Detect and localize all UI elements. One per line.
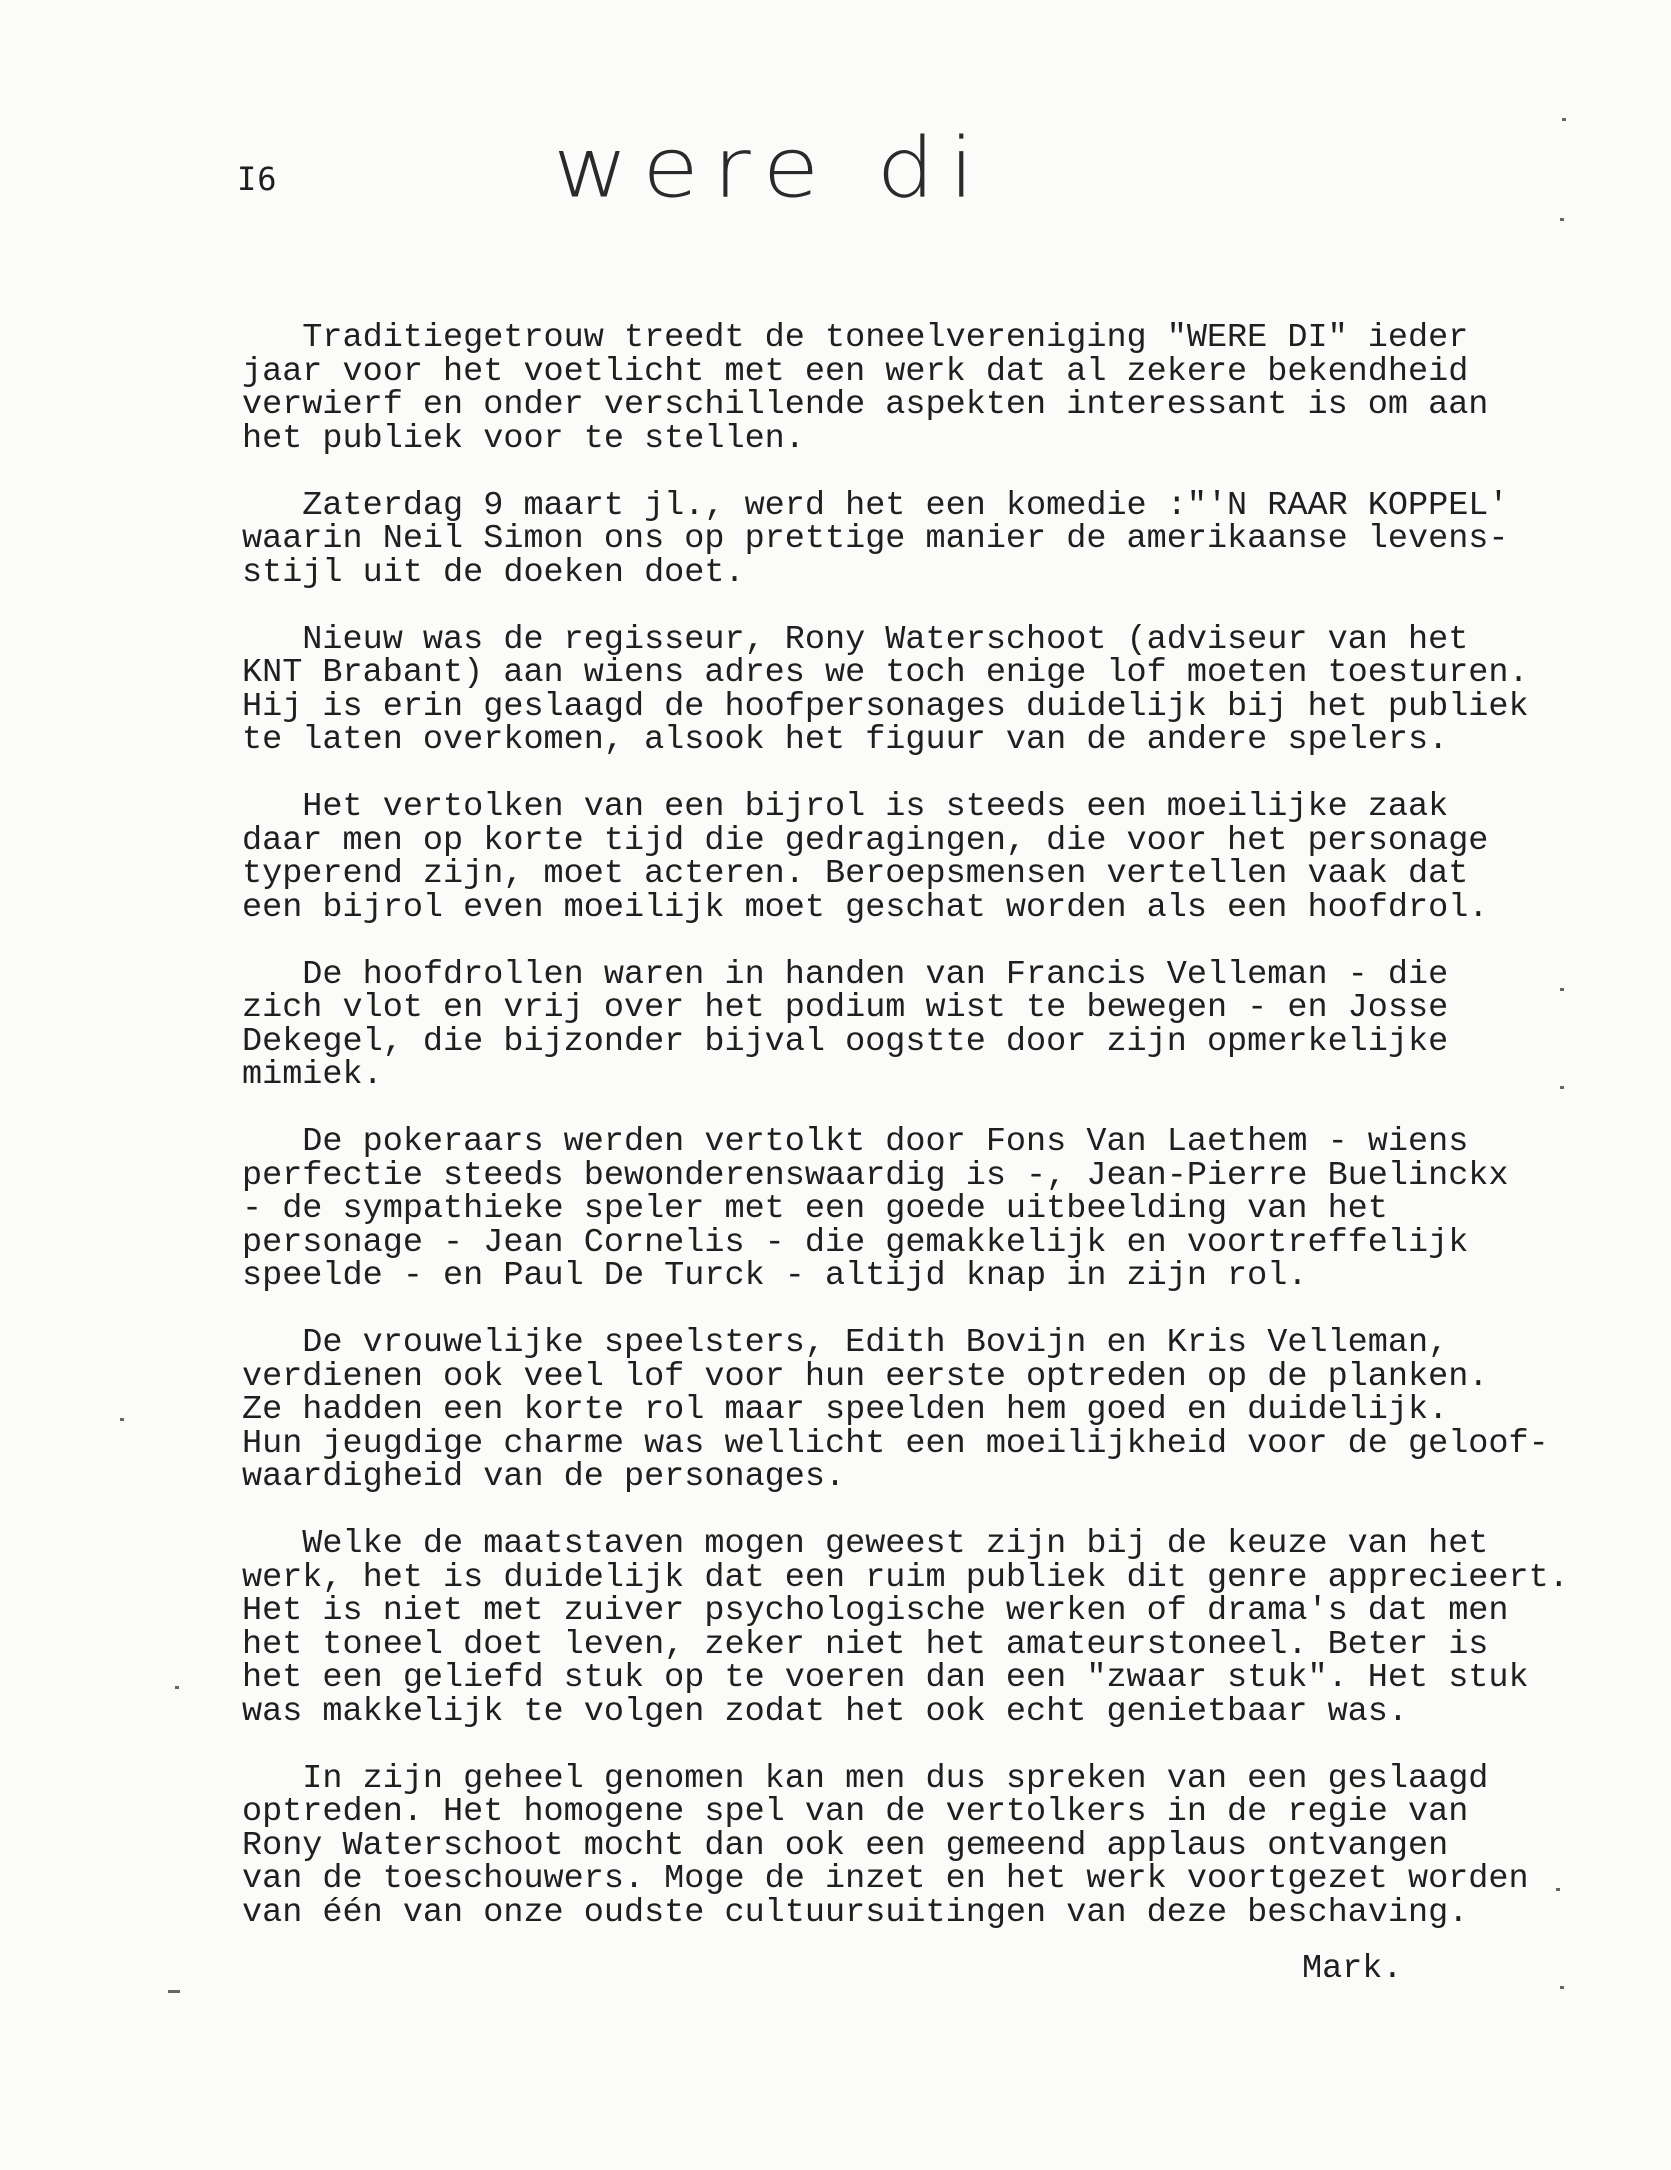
text-line: van de toeschouwers. Moge de inzet en het werk voortgezet worden [242, 1860, 1529, 1898]
text-line: verdienen ook veel lof voor hun eerste optreden op de planken. [242, 1357, 1489, 1396]
paragraph [242, 1759, 1572, 1932]
scan-speck [1560, 1986, 1564, 1989]
page-heading: were di [553, 120, 989, 217]
text-line: Hij is erin geslaagd de hoofpersonages duidelijk bij het publiek [242, 687, 1529, 726]
paragraph [242, 788, 1572, 927]
text-line: optreden. Het homogene spel van de vertolkers in de regie van [242, 1793, 1469, 1831]
text-line: verwierf en onder verschillende aspekten interessant is om aan [242, 386, 1489, 424]
text-line: Welke de maatstaven mogen geweest zijn bij de keuze van het [242, 1525, 1489, 1563]
scan-speck [1560, 218, 1564, 221]
text-line: typerend zijn, moet acteren. Beroepsmensen vertellen vaak dat [242, 855, 1469, 893]
text-line: speelde - en Paul De Turck - altijd knap in zijn rol. [242, 1257, 1308, 1295]
text-line: te laten overkomen, alsook het figuur van de andere spelers. [242, 721, 1449, 759]
text-line: De vrouwelijke speelsters, Edith Bovijn en Kris Velleman, [242, 1324, 1449, 1362]
paragraph [242, 319, 1572, 458]
text-line: - de sympathieke speler met een goede uitbeelding van het [242, 1190, 1388, 1228]
paragraph [242, 1324, 1572, 1496]
text-line: het publiek voor te stellen. [242, 419, 805, 458]
scan-speck [175, 1686, 179, 1689]
text-line: KNT Brabant) aan wiens adres we toch enige lof moeten toesturen. [242, 654, 1529, 692]
text-line: De hoofdrollen waren in handen van Francis Velleman - die [242, 955, 1449, 994]
text-line: het toneel doet leven, zeker niet het amateurstoneel. Beter is [242, 1625, 1489, 1664]
text-line: van één van onze oudste cultuursuitingen van deze beschaving. [242, 1893, 1469, 1932]
text-line: Zaterdag 9 maart jl., werd het een komedie :"'N RAAR KOPPEL' [242, 486, 1509, 525]
text-line: daar men op korte tijd die gedragingen, die voor het personage [242, 821, 1489, 860]
text-line: perfectie steeds bewonderenswaardig is -, Jean-Pierre Buelinckx [242, 1156, 1509, 1195]
text-line: Dekegel, die bijzonder bijval oogstte door zijn opmerkelijke [242, 1022, 1449, 1061]
text-line: mimiek. [242, 1056, 383, 1094]
scan-speck [120, 1418, 124, 1421]
text-line: personage - Jean Cornelis - die gemakkelijk en voortreffelijk [242, 1223, 1469, 1262]
text-line: Hun jeugdige charme was wellicht een moeilijkheid voor de geloof- [242, 1424, 1549, 1463]
text-line: De pokeraars werden vertolkt door Fons Van Laethem - wiens [242, 1123, 1469, 1161]
text-line: jaar voor het voetlicht met een werk dat al zekere bekendheid [242, 352, 1469, 391]
text-line: Nieuw was de regisseur, Rony Waterschoot (adviseur van het [242, 620, 1469, 659]
scan-speck [168, 1990, 180, 1993]
text-line: Het is niet met zuiver psychologische werken of drama's dat men [242, 1592, 1509, 1630]
paragraph [242, 486, 1572, 592]
text-line: waarin Neil Simon ons op prettige manier de amerikaanse levens- [242, 520, 1509, 558]
scan-speck [1556, 1888, 1560, 1891]
paragraph [242, 1123, 1572, 1295]
text-line: waardigheid van de personages. [242, 1458, 846, 1496]
text-line: In zijn geheel genomen kan men dus spreken van een geslaagd [242, 1759, 1489, 1798]
text-line: een bijrol even moeilijk moet geschat worden als een hoofdrol. [242, 888, 1489, 927]
text-line: Traditiegetrouw treedt de toneelvereniging "WERE DI" ieder [242, 319, 1469, 357]
text-line: zich vlot en vrij over het podium wist te bewegen - en Josse [242, 989, 1449, 1027]
text-line: Ze hadden een korte rol maar speelden hem goed en duidelijk. [242, 1391, 1449, 1429]
page-number: I6 [237, 160, 278, 198]
paragraph [242, 955, 1572, 1094]
paragraph [242, 620, 1572, 759]
signature: Mark. [1302, 1950, 1403, 1988]
text-line: stijl uit de doeken doet. [242, 553, 745, 592]
scan-speck [1560, 1086, 1564, 1089]
paragraph [242, 1525, 1572, 1731]
scan-speck [1560, 988, 1564, 991]
text-line: Rony Waterschoot mocht dan ook een gemeend applaus ontvangen [242, 1826, 1449, 1865]
text-line: werk, het is duidelijk dat een ruim publiek dit genre apprecieert. [242, 1558, 1569, 1597]
scan-speck [1562, 118, 1566, 121]
text-line: was makkelijk te volgen zodat het ook echt genietbaar was. [242, 1692, 1408, 1731]
text-line: het een geliefd stuk op te voeren dan een "zwaar stuk". Het stuk [242, 1659, 1529, 1697]
article-body [242, 319, 1572, 1964]
text-line: Het vertolken van een bijrol is steeds een moeilijke zaak [242, 788, 1449, 826]
